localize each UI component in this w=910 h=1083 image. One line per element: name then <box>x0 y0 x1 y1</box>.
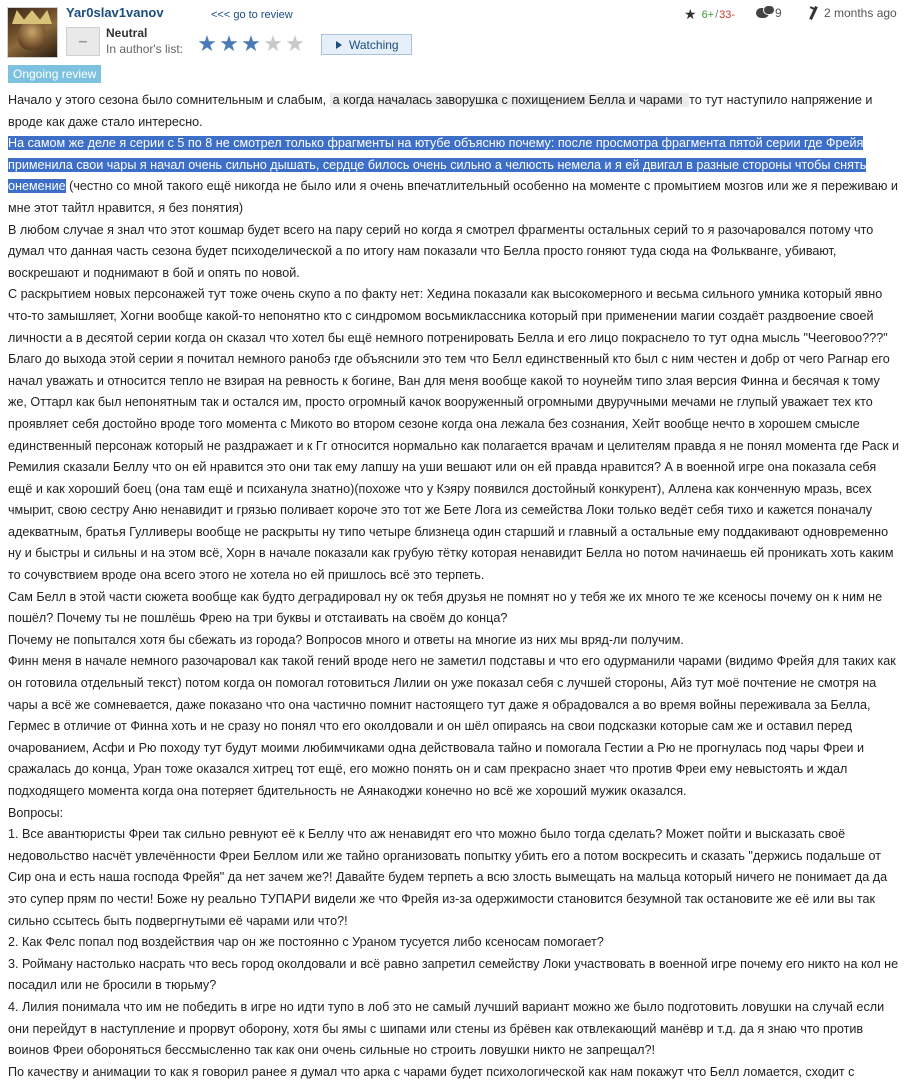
rating-separator: / <box>715 8 719 21</box>
review-rating[interactable] <box>684 6 735 23</box>
rating-negative: 33- <box>719 8 736 21</box>
play-icon <box>336 41 342 49</box>
star-icon: ★ <box>219 31 239 56</box>
comments-icon <box>756 8 769 18</box>
review-paragraph: Почему не попытался хотя бы сбежать из города? Вопросов много и ответы на многие из них мы вряд-ли получим. <box>8 632 684 647</box>
rating-positive: 6+ <box>701 8 715 21</box>
review-paragraph: Финн меня в начале немного разочаровал как такой гений вроде него не заметил подставы и что его одурманили чарами (видимо Фрейя для таких как он готовила отдельный текст) потом когда он помогал готовиться Лилии он уже показал себя с лучшей стороны, Айз тут моё почтение не смотря на чары а всё же сомневается, даже показано что она частично помнит настоящего тут даже я обрадовался а во время войны переживала за Белла, Гермес в отличие от Финна хоть и не сразу но понял что его околдовали и он шёл опираясь на свои подсказки которые сам же и оставил перед очарованием, Асфи и Рю походу тут будут моими любимчиками одна действовала тайно и помогала Гестии а Рю не прогнулась под чары Фреи и сражалась до конца, Уран тоже оказался хитрец тот ещё, его можно понять он и сам прекрасно знает что против Фреи ему невыстоять и ждал подходящего момента когда она потеряет бдительность не Аянакоджи конечно но всё же хороший мужик оказался. <box>8 654 896 798</box>
review-paragraph <box>8 133 900 219</box>
attitude-label: Neutral <box>106 26 148 40</box>
attitude-symbol: – <box>78 32 88 50</box>
review-paragraph: Вопросы: <box>8 805 64 820</box>
posted-time: 2 months ago <box>824 6 897 20</box>
pen-icon <box>809 6 818 20</box>
review-body <box>8 90 900 1083</box>
selected-text: На самом же деле я серии с 5 по 8 не смотрел только фрагменты на ютубе объясню почему: после просмотра фрагмента пятой серии где Фрейя применила свои чары я начал очень сильно дышать, сердце билось очень сильно а челюсть немела и я ей двигал в разные стороны чтобы снять онемение <box>8 136 867 194</box>
review-paragraph: Сам Белл в этой части сюжета вообще как будто деградировал ну ок тебя друзья не помнят но у тебя же их много те же ксеносы почему он к ним не пошёл? Почему ты не пошлёшь Фрею на три буквы и отстаивать на своём до конца? <box>8 589 883 626</box>
username-link[interactable]: Yar0slav1vanov <box>66 5 164 20</box>
ongoing-review-badge: Ongoing review <box>8 65 101 83</box>
goto-review-link[interactable]: <<< go to review <box>211 9 293 21</box>
review-header <box>0 0 910 62</box>
highlighted-text: а когда началась заворушка с похищением Белла и чарами <box>330 93 689 107</box>
comments-count-link[interactable] <box>756 6 782 20</box>
user-avatar[interactable] <box>7 7 58 58</box>
posted-date <box>812 6 897 20</box>
attitude-neutral-icon <box>66 27 100 56</box>
author-rating-stars <box>196 31 306 56</box>
star-icon: ★ <box>241 31 261 56</box>
star-icon: ★ <box>684 6 697 22</box>
watching-label: Watching <box>349 37 399 52</box>
watching-button[interactable] <box>321 34 412 55</box>
review-text: (честно со мной такого ещё никогда не было или я очень впечатлительный особенно на моменте с промытием мозгов или же я переживаю и мне этот тайтл нравится, я без понятия) <box>8 179 898 215</box>
review-paragraph: 4. Лилия понимала что им не победить в игре но идти тупо в лоб это не самый лучший вариант можно же было подготовить ловушки на случай если они перейдут в наступление и прорвут оборону, хотя бы ямы с шипами или стены из брёвен как отвлекающий манёвр и т.д. да я знаю что против воинов Фреи обороняться бессмысленно так как они очень сильные но строить ловушки никто не запрещал?! <box>8 999 885 1058</box>
comments-count: 9 <box>775 6 782 20</box>
star-icon: ★ <box>197 31 217 56</box>
review-paragraph: 1. Все авантюристы Фреи так сильно ревнуют её к Беллу что аж ненавидят его что можно было тогда сделать? Может пойти и высказать своё недовольство насчёт увлечённости Фреи Беллом или же тайно организовать попытку убить его а потом воскресить и сказать "держись подальше от Сир она и есть наша господа Фрейя" да нет зачем же?! Давайте будем терпеть а всю злость вымещать на мальца который ничего не понимает да да это супер прям по чести! Боже ну реально ТУПАРИ видели же что Фрейя из-за одержимости становится безумной так остановите же её или вы так сильно ссытесь быть подвергнутыми её чарами или что?! <box>8 827 888 928</box>
review-paragraph <box>8 90 900 133</box>
review-paragraph: С раскрытием новых персонажей тут тоже очень скупо а по факту нет: Хедина показали как высокомерного и весьма сильного умника который явно что-то замышляет, Хогни вообще какой-то непонятно кто с синдромом восьмиклассника который при применении магии создаёт раздвоение своей личности а в десятой серии когда он сказал что хотел бы ещё немного потренировать Белла и его лицо покраснело то тут одна мысль "Чееговоо???" Благо до выхода этой серии я почитал немного ранобэ где объяснили это тем что Белл единственный кто был с ним честен и добр от чего Рагнар его начал уважать и относится тепло не взирая на ревность к богине, Ван для меня вообще какой то ноунейм типо злая версия Финна и бесячая к тому же, Оттарл как был непонятным так и остался им, просто огромный качок вооруженный огромными двуручными мечами не глупый уважает тех кто проявляет себя достойно вроде того момента с Микото во втором сезоне когда она лежала без сознания, Хейт вообще нечто в хорошем смысле единственный персонаж который не раздражает и к Гг относится нормально как полагается врачам и целителям правда я не понял момента где Раск и Ремилия сказали Беллу что он ей нравится это они так ему лапшу на уши вешают или он ей правда нравится? А в военной игре она показала себя ещё и как хороший боец (она там ещё и психанула знатно)(похоже что у Кэяру появился достойный конкурент), Аллена как конченную мразь, всех чмырит, свою сестру Аню ненавидит и грязью поливает короче это тот же Бете Лога из семейства Локи только ведёт себя тихо и кажется поначалу адекватным, братья Гулливеры вообще не раскрыты ну типо четыре близнеца один старший и главный а остальные ему поддакивают одновременно ну и быстры и сильны и на этом всё, Хорн в начале показали как грубую тётку которая ненавидит Белла но потом начинаешь ей проникать хоть каким то сочувствием вроде она всего этого не хотела но ей пришлось всё это терпеть. <box>8 287 900 583</box>
star-icon: ★ <box>285 31 305 56</box>
author-list-label: In author's list: <box>106 42 183 56</box>
review-paragraph: 2. Как Фелс попал под воздействия чар он же постоянно с Ураном тусуется либо ксеносам помогает? <box>8 935 604 950</box>
review-paragraph: По качеству и анимации то как я говорил ранее я думал что арка с чарами будет психологической как нам покажут что Белл ломается, сходит с <box>8 1064 855 1079</box>
review-paragraph: 3. Ройману настолько насрать что весь город околдовали и всё равно запретил семейству Локи участвовать в военной игре почему его никто на кол не посадил или не бросили в тюрьму? <box>8 956 899 993</box>
review-text: то тут наступило напряжение и вроде как даже стало интересно. <box>8 93 873 129</box>
review-paragraph: В любом случае я знал что этот кошмар будет всего на пару серий но когда я смотрел фрагменты остальных серий то я разочаровался потому что думал что данная часть сезона будет психоделической а по итогу нам показали что Белла просто гоняют туда сюда на Фолькванге, убивают, воскрешают и поднимают в бой и опять по новой. <box>8 222 874 280</box>
review-text: Начало у этого сезона было сомнительным и слабым, <box>8 93 330 107</box>
star-icon: ★ <box>263 31 283 56</box>
